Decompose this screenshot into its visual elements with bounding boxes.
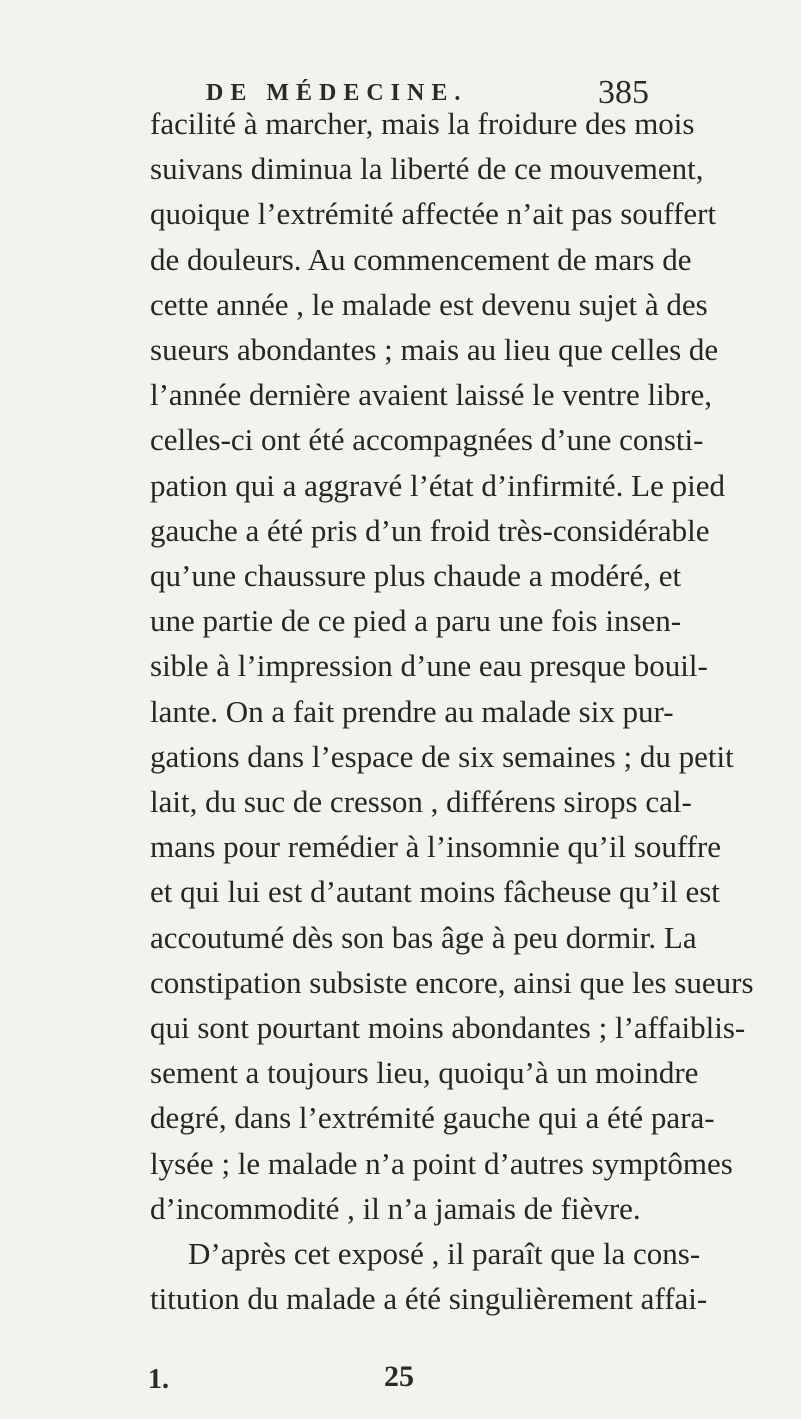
running-title: DE MÉDECINE. (206, 80, 468, 106)
text-line: gations dans l’espace de six semaines ; du petit (150, 738, 734, 774)
text-line: une partie de ce pied a paru une fois insen- (150, 603, 682, 639)
signature-mark: 1. (148, 1364, 169, 1395)
text-line: pation qui a aggravé l’état d’infirmité. Le pied (150, 467, 725, 503)
text-line: de douleurs. Au commencement de mars de (150, 241, 692, 277)
text-line: degré, dans l’extrémité gauche qui a été para- (150, 1100, 715, 1136)
text-line: facilité à marcher, mais la froidure des mois (150, 106, 695, 141)
text-line: lait, du suc de cresson , différens sirops cal- (150, 784, 692, 819)
text-line: lysée ; le malade n’a point d’autres symptômes (150, 1145, 733, 1181)
text-line: constipation subsiste encore, ainsi que les sueurs (150, 964, 754, 1000)
text-line: sement a toujours lieu, quoiqu’à un moindre (150, 1055, 699, 1091)
paragraph-start-line: D’après cet exposé , il paraît que la cons- (188, 1236, 701, 1271)
text-line: sueurs abondantes ; mais au lieu que celles de (150, 332, 719, 367)
text-line: suivans diminua la liberté de ce mouvement, (150, 151, 704, 187)
text-line: qui sont pourtant moins abondantes ; l’affaiblis- (150, 1010, 746, 1045)
page-number: 385 (598, 74, 649, 111)
text-line: l’année dernière avaient laissé le ventre libre, (150, 377, 713, 413)
paragraph-end-line: d’incommodité , il n’a jamais de fièvre. (150, 1190, 641, 1226)
text-line: titution du malade a été singulièrement affai- (150, 1281, 708, 1317)
text-line: mans pour remédier à l’insomnie qu’il souffre (150, 829, 722, 865)
text-line: quoique l’extrémité affectée n’ait pas souffert (150, 196, 717, 232)
text-line: celles-ci ont été accompagnées d’une consti- (150, 422, 704, 458)
signature-number: 25 (384, 1360, 414, 1393)
text-line: sible à l’impression d’une eau presque bouil- (150, 648, 708, 684)
text-line: cette année , le malade est devenu sujet à des (150, 286, 708, 322)
text-line: gauche a été pris d’un froid très-considérable (150, 512, 710, 548)
text-line: accoutumé dès son bas âge à peu dormir. La (150, 919, 697, 955)
text-line: qu’une chaussure plus chaude a modéré, et (150, 558, 682, 593)
text-line: et qui lui est d’autant moins fâcheuse qu’il est (150, 874, 720, 910)
text-line: lante. On a fait prendre au malade six pur- (150, 693, 674, 729)
